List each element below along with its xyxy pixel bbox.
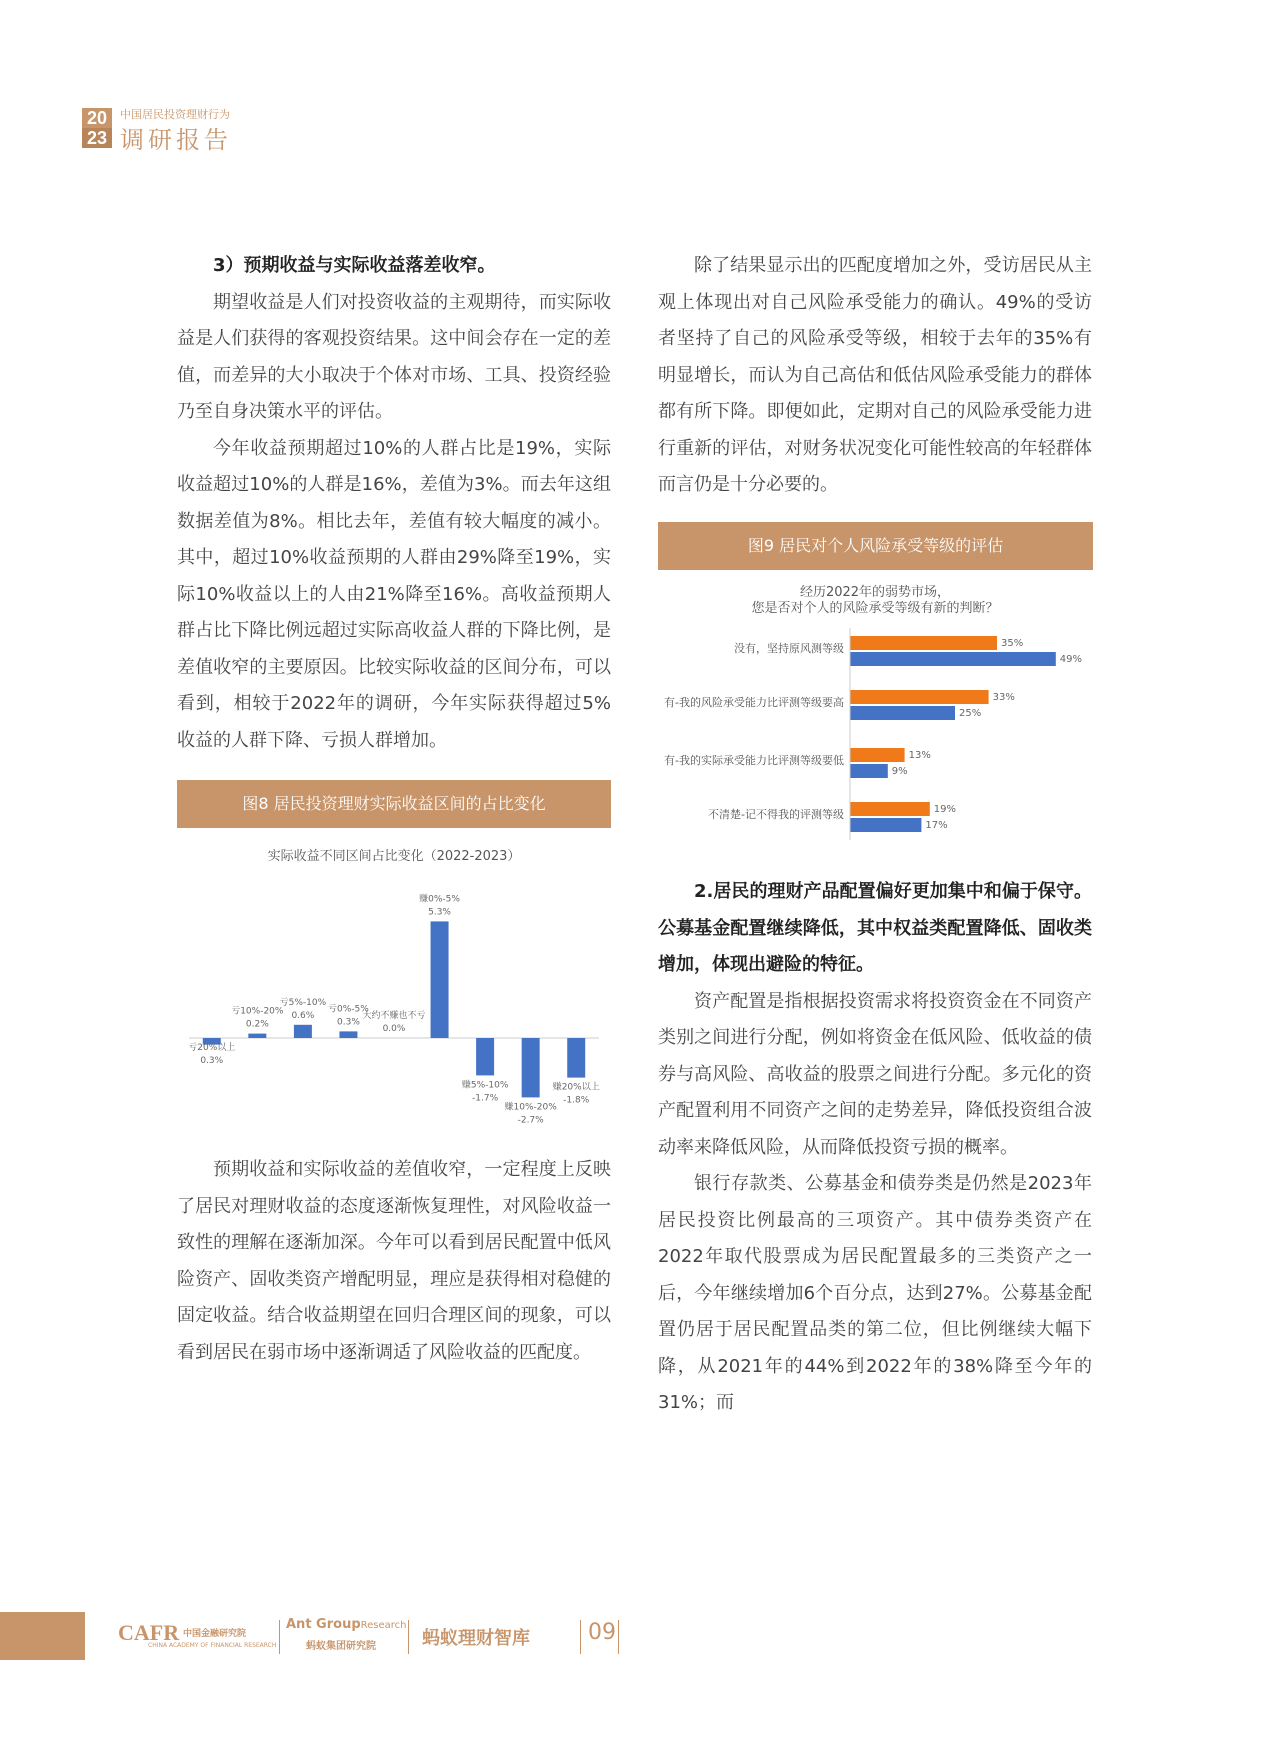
figure-9-chart — [658, 578, 1093, 860]
section-heading: 3）预期收益与实际收益落差收窄。 — [213, 255, 496, 276]
left-column — [177, 248, 611, 759]
section-heading: 2.居民的理财产品配置偏好更加集中和偏于保守。公募基金配置继续降低，其中权益类配置降低、固收类增加，体现出避险的特征。 — [658, 881, 1092, 975]
paragraph: 除了结果显示出的匹配度增加之外，受访居民从主观上体现出对自己风险承受能力的确认。49%的受访者坚持了自己的风险承受等级，相较于去年的35%有明显增长，而认为自己高估和低估风险承受能力的群体都有所下降。即便如此，定期对自己的风险承受能力进行重新的评估，对财务状况变化可能性较高的年轻群体而言仍是十分必要的。 — [658, 255, 1092, 495]
bar — [850, 764, 888, 778]
category-label: 有-我的风险承受能力比评测等级要高 — [664, 696, 844, 709]
data-label: 17% — [925, 820, 948, 831]
bar — [567, 1038, 585, 1078]
footer-divider — [580, 1620, 581, 1654]
bar — [850, 748, 905, 762]
bar — [522, 1038, 540, 1097]
page-number: 09 — [588, 1620, 616, 1645]
bar — [339, 1031, 357, 1038]
year-badge — [82, 108, 112, 148]
category-label: 赚20%以上 — [552, 1082, 600, 1093]
bar — [476, 1038, 494, 1075]
bar — [294, 1025, 312, 1038]
paragraph: 期望收益是人们对投资收益的主观期待，而实际收益是人们获得的客观投资结果。这中间会存在一定的差值，而差异的大小取决于个体对市场、工具、投资经验乃至自身决策水平的评估。 — [177, 291, 611, 422]
cafr-logo: CAFR — [118, 1620, 180, 1645]
category-label: 大约不赚也不亏 — [362, 1011, 426, 1021]
figure-8-chart — [177, 838, 611, 1128]
bar — [850, 636, 997, 650]
data-label: -2.7% — [517, 1115, 544, 1126]
header-subtitle: 中国居民投资理财行为 — [120, 108, 230, 121]
footer-divider — [279, 1620, 280, 1654]
data-label: -1.7% — [472, 1093, 499, 1104]
paragraph: 今年收益预期超过10%的人群占比是19%，实际收益超过10%的人群是16%，差值为3%。而去年这组数据差值为8%。相比去年，差值有较大幅度的减小。其中，超过10%收益预期的人群由29%降至19%，实际10%收益以上的人由21%降至16%。高收益预期人群占比下降比例远超过实际高收益人群的下降比例，是差值收窄的主要原因。比较实际收益的区间分布，可以看到，相较于2022年的调研，今年实际获得超过5%收益的人群下降、亏损人群增加。 — [177, 437, 611, 751]
ant-group-logo: Ant GroupResearch — [286, 1617, 407, 1632]
data-label: -1.8% — [563, 1095, 590, 1106]
paragraph: 银行存款类、公募基金和债券类是仍然是2023年居民投资比例最高的三项资产。其中债券类资产在2022年取代股票成为居民配置最多的三类资产之一后，今年继续增加6个百分点，达到27%。公募基金配置仍居于居民配置品类的第二位，但比例继续大幅下降，从2021年的44%到2022年的38%降至今年的31%；而 — [658, 1173, 1092, 1413]
category-label: 有-我的实际承受能力比评测等级要低 — [664, 754, 844, 767]
data-label: 0.3% — [337, 1017, 360, 1028]
category-label: 亏10%-20% — [231, 1006, 284, 1017]
chart-title: 实际收益不同区间占比变化（2022-2023） — [267, 849, 521, 864]
category-label: 赚0%-5% — [419, 894, 460, 905]
footer-divider — [618, 1620, 619, 1654]
data-label: 0.3% — [200, 1056, 224, 1066]
footer-accent-block — [0, 1612, 85, 1660]
right-column-bottom — [658, 874, 1092, 1422]
chart-title: 您是否对个人的风险承受等级有新的判断？ — [751, 601, 999, 616]
data-label: 19% — [933, 804, 957, 815]
data-label: 35% — [1001, 638, 1024, 649]
data-label: 13% — [908, 750, 931, 761]
data-label: 0.2% — [245, 1019, 269, 1030]
bar — [431, 921, 449, 1038]
year-top: 20 — [82, 108, 112, 128]
data-label: 25% — [959, 708, 982, 719]
year-bottom: 23 — [82, 128, 112, 148]
cafr-en: CHINA ACADEMY OF FINANCIAL RESEARCH — [148, 1642, 277, 1649]
ant-think-tank-logo: 蚂蚁理财智库 — [422, 1628, 530, 1649]
data-label: 33% — [992, 692, 1015, 703]
category-label: 赚10%-20% — [504, 1102, 557, 1113]
figure-9-caption: 图9 居民对个人风险承受等级的评估 — [658, 522, 1093, 570]
cafr-cn: 中国金融研究院 — [183, 1629, 247, 1639]
category-label: 亏0%-5% — [328, 1004, 369, 1015]
bar — [850, 690, 989, 704]
category-label: 亏5%-10% — [279, 997, 327, 1008]
category-label: 不清楚-记不得我的评测等级 — [708, 808, 844, 821]
data-label: 9% — [891, 766, 908, 777]
footer-divider — [408, 1620, 409, 1654]
category-label: 赚5%-10% — [461, 1080, 509, 1091]
right-column — [658, 248, 1092, 504]
left-column-bottom — [177, 1152, 611, 1371]
data-label: 49% — [1059, 654, 1083, 665]
bar — [850, 802, 930, 816]
chart-title: 经历2022年的弱势市场， — [799, 585, 951, 600]
paragraph: 资产配置是指根据投资需求将投资资金在不同资产类别之间进行分配，例如将资金在低风险、低收益的债券与高风险、高收益的股票之间进行分配。多元化的资产配置利用不同资产之间的走势差异，降低投资组合波动率来降低风险，从而降低投资亏损的概率。 — [658, 990, 1092, 1158]
bar — [248, 1034, 266, 1038]
bar — [850, 652, 1056, 666]
bar — [850, 706, 955, 720]
header-title: 调研报告 — [120, 126, 232, 154]
category-label: 没有，坚持原风测等级 — [734, 642, 844, 655]
bar — [850, 818, 921, 832]
ant-group-cn: 蚂蚁集团研究院 — [306, 1641, 376, 1652]
paragraph: 预期收益和实际收益的差值收窄，一定程度上反映了居民对理财收益的态度逐渐恢复理性，对风险收益一致性的理解在逐渐加深。今年可以看到居民配置中低风险资产、固收类资产增配明显，理应是获得相对稳健的固定收益。结合收益期望在回归合理区间的现象，可以看到居民在弱市场中逐渐调适了风险收益的匹配度。 — [177, 1159, 611, 1363]
data-label: 0.6% — [291, 1010, 315, 1021]
data-label: 0.0% — [382, 1024, 406, 1034]
category-label: 亏20%以上 — [188, 1043, 236, 1053]
figure-8-caption: 图8 居民投资理财实际收益区间的占比变化 — [177, 780, 611, 828]
data-label: 5.3% — [428, 907, 451, 918]
